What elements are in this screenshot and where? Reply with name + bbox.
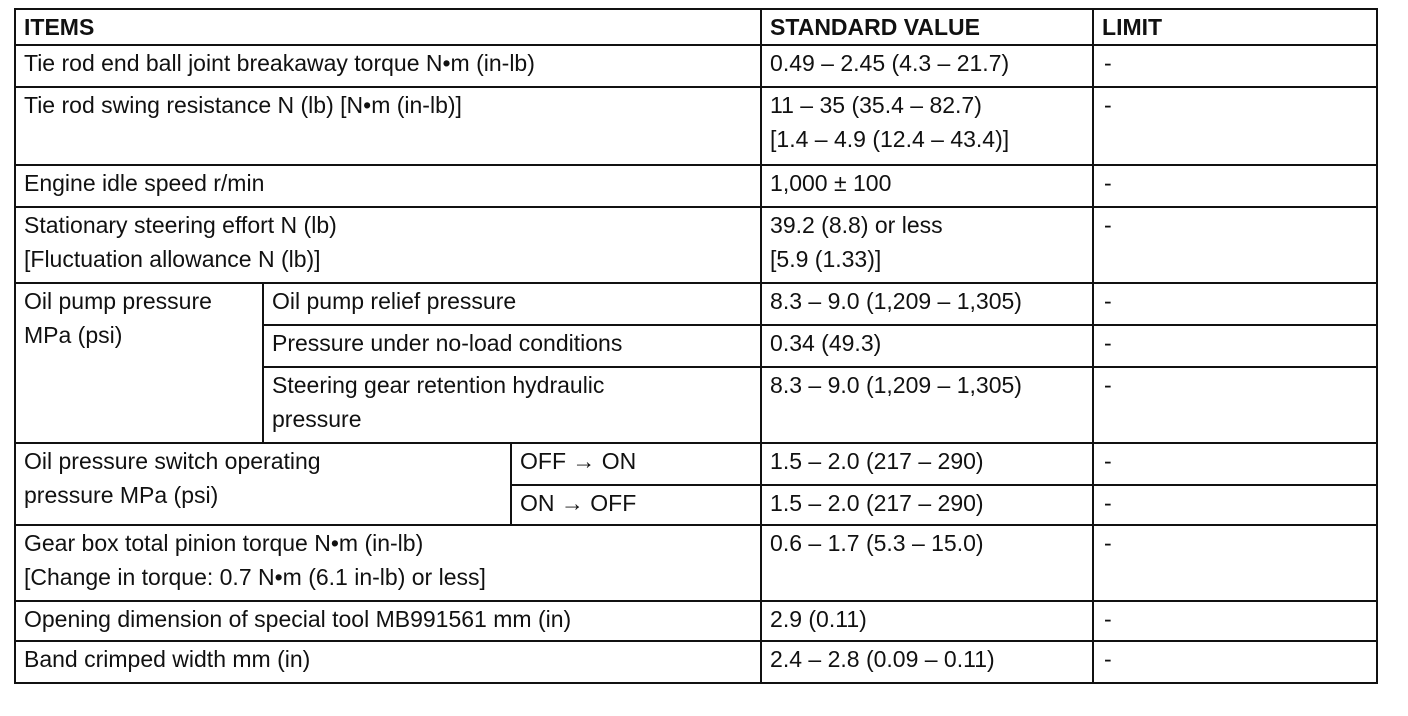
group-line: pressure MPa (psi)	[24, 482, 219, 508]
item-cell	[15, 207, 761, 283]
item-line: [Fluctuation allowance N (lb)]	[24, 246, 321, 272]
item-cell: Opening dimension of special tool MB991561 mm (in)	[15, 601, 761, 641]
value-line: 11 – 35 (35.4 – 82.7)	[770, 92, 982, 118]
header-limit: LIMIT	[1093, 9, 1377, 45]
value-cell: 0.34 (49.3)	[761, 325, 1093, 367]
item-cell: OFF → ON	[511, 443, 761, 485]
value-cell: 1,000 ± 100	[761, 165, 1093, 207]
value-cell: 2.4 – 2.8 (0.09 – 0.11)	[761, 641, 1093, 683]
limit-cell: -	[1093, 283, 1377, 325]
value-cell: 8.3 – 9.0 (1,209 – 1,305)	[761, 283, 1093, 325]
group-cell-switch	[15, 443, 511, 525]
limit-cell: -	[1093, 641, 1377, 683]
item-cell: Oil pump relief pressure	[263, 283, 761, 325]
table-row	[15, 165, 1377, 207]
item-cell: ON → OFF	[511, 485, 761, 525]
table-row	[15, 443, 1377, 485]
item-cell: Tie rod end ball joint breakaway torque N•m (in-lb)	[15, 45, 761, 87]
limit-cell: -	[1093, 45, 1377, 87]
table-row	[15, 207, 1377, 283]
header-row	[15, 9, 1377, 45]
item-cell	[15, 525, 761, 601]
limit-cell: -	[1093, 207, 1377, 283]
limit-cell: -	[1093, 525, 1377, 601]
limit-cell: -	[1093, 165, 1377, 207]
value-cell: 0.49 – 2.45 (4.3 – 21.7)	[761, 45, 1093, 87]
item-cell: Band crimped width mm (in)	[15, 641, 761, 683]
item-line: pressure	[272, 406, 362, 432]
item-line: Stationary steering effort N (lb)	[24, 212, 337, 238]
item-cell: Pressure under no-load conditions	[263, 325, 761, 367]
value-cell: 1.5 – 2.0 (217 – 290)	[761, 485, 1093, 525]
table-row	[15, 525, 1377, 601]
value-cell	[761, 87, 1093, 165]
value-line: [5.9 (1.33)]	[770, 246, 882, 272]
item-cell: Tie rod swing resistance N (lb) [N•m (in-lb)]	[15, 87, 761, 165]
value-line: 39.2 (8.8) or less	[770, 212, 943, 238]
value-cell: 2.9 (0.11)	[761, 601, 1093, 641]
table-row	[15, 641, 1377, 683]
value-cell: 1.5 – 2.0 (217 – 290)	[761, 443, 1093, 485]
value-cell	[761, 207, 1093, 283]
item-cell: Engine idle speed r/min	[15, 165, 761, 207]
item-line: Gear box total pinion torque N•m (in-lb)	[24, 530, 424, 556]
group-line: Oil pressure switch operating	[24, 448, 321, 474]
header-items: ITEMS	[15, 9, 761, 45]
limit-cell: -	[1093, 485, 1377, 525]
table-row	[15, 283, 1377, 325]
limit-cell: -	[1093, 443, 1377, 485]
group-cell-oil-pump	[15, 283, 263, 443]
item-cell	[263, 367, 761, 443]
table-row	[15, 87, 1377, 165]
group-line: Oil pump pressure	[24, 288, 212, 314]
item-line: [Change in torque: 0.7 N•m (6.1 in-lb) or less]	[24, 564, 486, 590]
limit-cell: -	[1093, 367, 1377, 443]
header-standard-value: STANDARD VALUE	[761, 9, 1093, 45]
group-line: MPa (psi)	[24, 322, 123, 348]
table-row	[15, 601, 1377, 641]
item-line: Steering gear retention hydraulic	[272, 372, 605, 398]
value-cell: 8.3 – 9.0 (1,209 – 1,305)	[761, 367, 1093, 443]
value-line: [1.4 – 4.9 (12.4 – 43.4)]	[770, 126, 1010, 152]
spec-table	[14, 8, 1378, 684]
value-cell: 0.6 – 1.7 (5.3 – 15.0)	[761, 525, 1093, 601]
limit-cell: -	[1093, 325, 1377, 367]
table-row	[15, 45, 1377, 87]
limit-cell: -	[1093, 87, 1377, 165]
limit-cell: -	[1093, 601, 1377, 641]
